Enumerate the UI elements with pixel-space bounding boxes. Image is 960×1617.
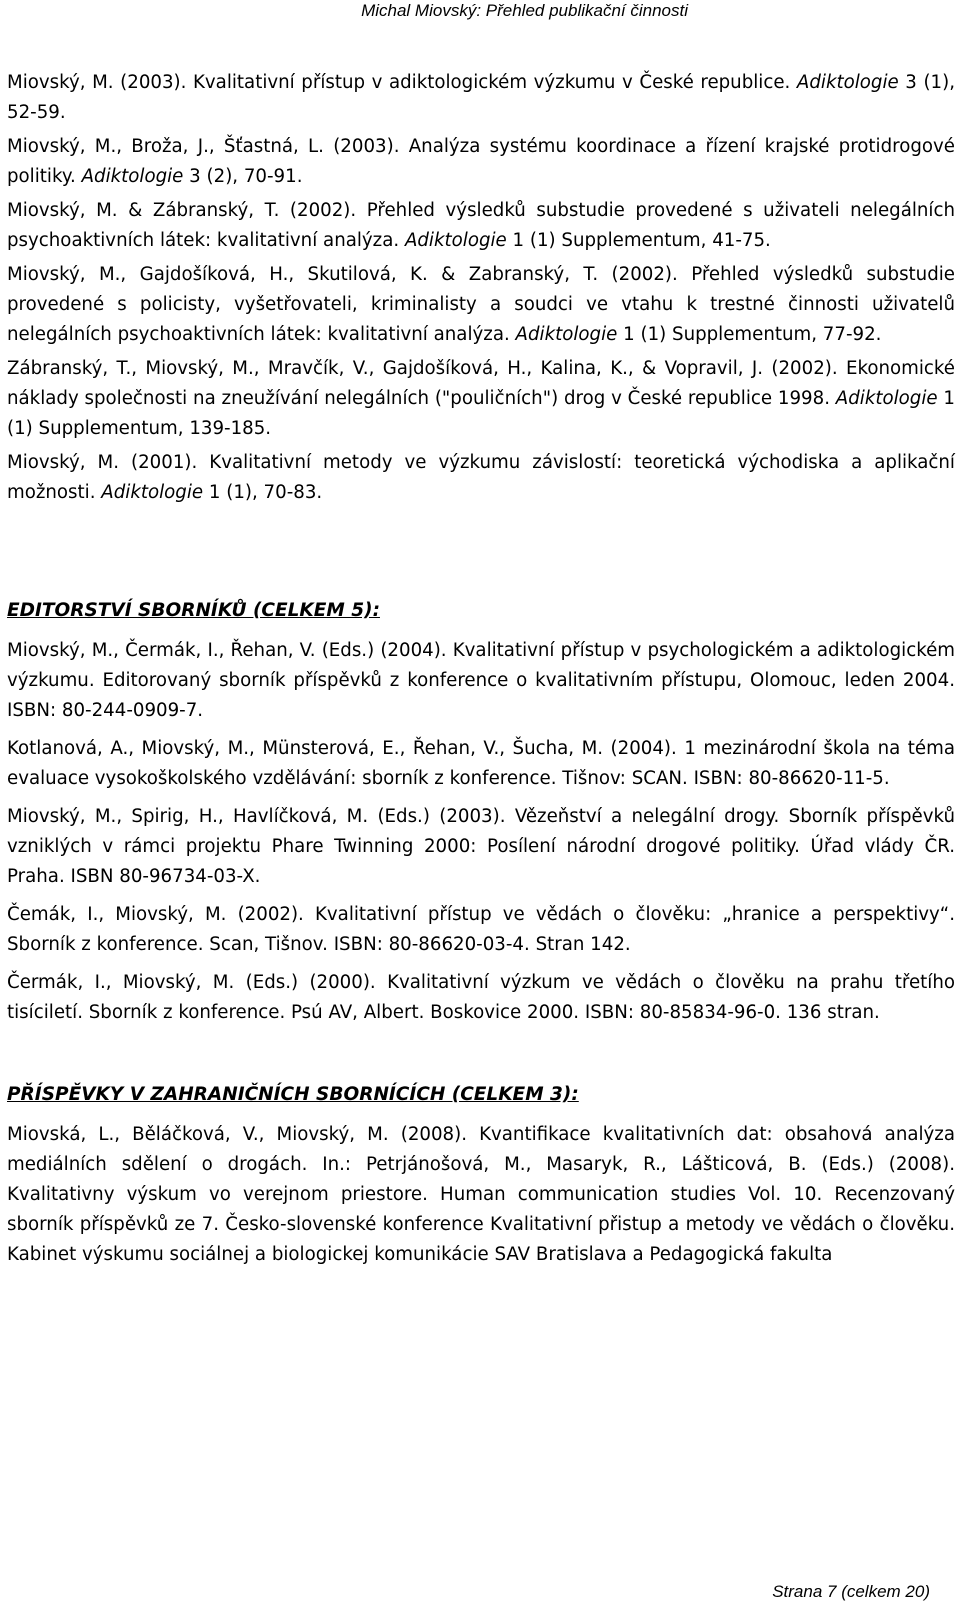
page-number-footer: Strana 7 (celkem 20) <box>772 1582 930 1601</box>
citation-entry: Miovská, L., Běláčková, V., Miovský, M. (2008). Kvantifikace kvalitativních dat: obsahová analýza mediálních sdělení o drogách. In.: Petrjánošová, M., Masaryk, R., Lášticová, B. (Eds.) (2008). Kvalitativny výskum vo verejnom priestore. Human communication studies Vol. 10. Recenzovaný sborník příspěvků ze 7. Česko-slovenské konference Kvalitativní přistup a metody ve vědách o člověku. Kabinet výskumu sociálnej a biologickej komunikácie SAV Bratislava a Pedagogická fakulta <box>7 1124 955 1265</box>
page-content <box>7 68 955 1278</box>
citation-entry: Miovský, M., Spirig, H., Havlíčková, M. (Eds.) (2003). Vězeňství a nelegální drogy. Sborník příspěvků vzniklých v rámci projektu Phare Twinning 2000: Posílení národní drogové politiky. Úřad vlády ČR. Praha. ISBN 80-96734-03-X. <box>7 806 955 887</box>
citation-entry: Miovský, M., Broža, J., Šťastná, L. (2003). Analýza systému koordinace a řízení krajské protidrogové politiky. Adiktologie 3 (2), 70-91. <box>7 136 955 187</box>
citation-entry: Miovský, M., Gajdošíková, H., Skutilová, K. & Zabranský, T. (2002). Přehled výsledků substudie provedené s policisty, vyšetřovateli, kriminalisty a soudci ve vtahu k trestné činnosti uživatelů nelegálních psychoaktivních látek: kvalitativní analýza. Adiktologie 1 (1) Supplementum, 77-92. <box>7 264 955 345</box>
running-header: Michal Miovský: Přehled publikační činnosti <box>361 1 688 20</box>
section-heading-foreign-proceedings: PŘÍSPĚVKY V ZAHRANIČNÍCH SBORNÍCÍCH (CELKEM 3): <box>7 1084 579 1105</box>
journal-name: Adiktologie <box>515 324 618 345</box>
journal-name: Adiktologie <box>404 230 507 251</box>
journal-name: Adiktologie <box>81 166 184 187</box>
citation-entry: Miovský, M. (2001). Kvalitativní metody ve výzkumu závislostí: teoretická východiska a aplikační možnosti. Adiktologie 1 (1), 70-83. <box>7 452 955 503</box>
citation-entry: Kotlanová, A., Miovský, M., Münsterová, E., Řehan, V., Šucha, M. (2004). 1 mezinárodní škola na téma evaluace vysokoškolského vzdělávání: sborník z konference. Tišnov: SCAN. ISBN: 80-86620-11-5. <box>7 738 955 789</box>
citation-entry: Čemák, I., Miovský, M. (2002). Kvalitativní přístup ve vědách o člověku: „hranice a perspektivy“. Sborník z konference. Scan, Tišnov. ISBN: 80-86620-03-4. Stran 142. <box>7 904 955 955</box>
citation-entry: Miovský, M. & Zábranský, T. (2002). Přehled výsledků substudie provedené s uživateli nelegálních psychoaktivních látek: kvalitativní analýza. Adiktologie 1 (1) Supplementum, 41-75. <box>7 200 955 251</box>
journal-name: Adiktologie <box>796 72 899 93</box>
citation-entry: Čermák, I., Miovský, M. (Eds.) (2000). Kvalitativní výzkum ve vědách o člověku na prahu třetího tisíciletí. Sborník z konference. Psú AV, Albert. Boskovice 2000. ISBN: 80-85834-96-0. 136 stran. <box>7 972 955 1023</box>
citation-entry: Zábranský, T., Miovský, M., Mravčík, V., Gajdošíková, H., Kalina, K., & Vopravil, J. (2002). Ekonomické náklady společnosti na zneužívání nelegálních ("pouličních") drog v České republice 1998. Adiktologie 1 (1) Supplementum, 139-185. <box>7 358 955 439</box>
citation-entry: Miovský, M., Čermák, I., Řehan, V. (Eds.) (2004). Kvalitativní přístup v psychologickém a adiktologickém výzkumu. Editorovaný sborník příspěvků z konference o kvalitativním přístupu, Olomouc, leden 2004. ISBN: 80-244-0909-7. <box>7 640 955 721</box>
journal-name: Adiktologie <box>101 482 204 503</box>
section-heading-editorship: EDITORSTVÍ SBORNÍKŮ (CELKEM 5): <box>7 600 380 621</box>
journal-name: Adiktologie <box>835 388 938 409</box>
citation-entry: Miovský, M. (2003). Kvalitativní přístup v adiktologickém výzkumu v České republice. Adiktologie 3 (1), 52-59. <box>7 72 955 123</box>
